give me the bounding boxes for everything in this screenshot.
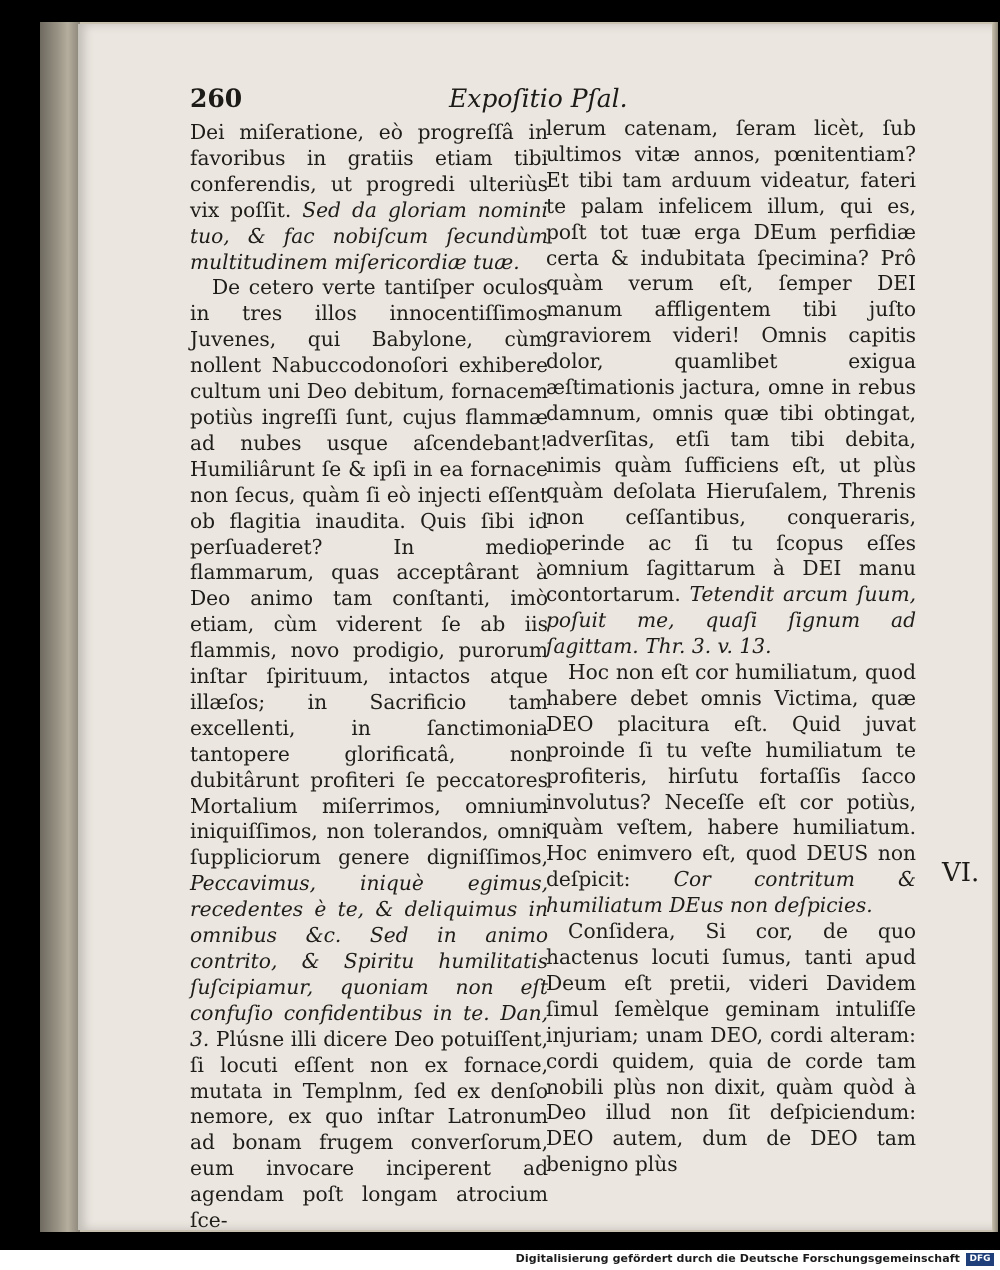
running-title: Expoſitio Pſal. [449,84,628,113]
margin-section-number: VI. [942,858,980,888]
paragraph [190,120,548,275]
italic-citation: Peccavimus, iniquè egimus, recedentes è te, & deliquimus in omnibus &c. [190,871,548,948]
page-number: 260 [190,84,243,113]
italic-citation: Sed da gloriam nomini tuo, & fac nobiſcum ſecundùm multitudinem miſericordiæ tuæ. [190,197,548,274]
footer-bar [0,1250,1000,1270]
italic-citation: Tetendit arcum ſuum, poſuit me, quaſi ſignum ad ſagittam. Thr. 3. v. 13. [546,582,917,659]
body-text: Hoc non eſt cor humiliatum, quod habere debet omnis Victima, quæ DEO placitura eſt. Quid juvat proinde ſi tu veſte humiliatum te profiteris, hirſutu fortaſſis ſacco involutus? Neceſſe eſt cor potiùs, quàm veſtem, habere humiliatum. Hoc enimvero eſt, quod DEUS non deſpicit: [546,660,916,892]
paragraph [546,919,916,1178]
paragraph [190,275,548,1234]
body-text: lerum catenam, ſeram licèt, ſub ultimos vitæ annos, pœnitentiam? Et tibi tam arduum videatur, fateri te palam infelicem illum, qui es, poſt tot tuæ erga DEum perfidiæ certa & indubitata ſpecimina? Prô quàm verum eſt, ſemper DEI manum affligentem tibi juſto graviorem videri! Omnis capitis dolor, quamlibet exigua æſtimationis jactura, omne in rebus damnum, omnis quæ tibi obtingat, adverſitas, etſi tam tibi debita, nimis quàm ſufficiens eſt, ut plùs quàm deſolata Hieruſalem, Threnis non ceſſantibus, conqueraris, perinde ac ſi tu ſcopus eſſes omnium ſagittarum à DEI manu contortarum. [546,116,916,607]
italic-citation: Sed in animo contrito, & Spiritu humilitatis ſuſcipiamur, quoniam non eſt confuſio confidentibus in te. Dan, 3. [190,923,548,1051]
body-text: De cetero verte tantiſper oculos in tres illos innocentiſſimos Juvenes, qui Babylone, cùm nollent Nabuccodonoſori exhibere cultum uni Deo debitum, fornacem potiùs ingreſſi ſunt, cujus flammæ ad nubes usque aſcendebant! Humiliârunt ſe & ipſi in ea fornace non ſecus, quàm ſi eò injecti eſſent ob flagitia inaudita. Quis ſibi id perſuaderet? In medio flammarum, quas acceptârant à Deo animo tam conſtanti, imò etiam, cùm viderent ſe ab iis flammis, novo prodigio, purorum inſtar ſpirituum, intactos atque illæſos; in Sacrificio tam excellenti, in ſanctimonia tantopere glorificatâ, non dubitârunt profiteri ſe peccatores Mortalium miſerrimos, omnium iniquiſſimos, non tolerandos, omni ſuppliciorum genere digniſſimos, [190,275,548,870]
right-column [546,116,916,1178]
body-text: plùs [634,1152,678,1177]
dfg-logo: DFG [966,1253,994,1266]
body-text: Plúsne illi dicere Deo potuiſſent, ſi locuti eſſent non ex fornace, mutata in Templnm, ſed ex denſo nemore, ex quo inſtar Latronum ad bonam frugem converſorum, eum invocare inciperent ad agendam poſt longam atrocium ſce- [190,1026,548,1233]
body-text: Conſidera, Si cor, de quo hactenus locuti ſumus, tanti apud Deum eſt pretii, videri Davidem ſimul ſemèlque geminam intuliſſe injuriam; unam DEO, cordi alteram: cordi quidem, quia de corde tam nobili plùs non dixit, quàm quòd à Deo illud non ſit deſpiciendum: DEO autem, dum de DEO tam benigno [546,919,916,1177]
page-edge [992,22,998,1232]
left-column [190,120,548,1234]
italic-citation: Cor contritum & humiliatum DEus non deſpicies. [546,867,917,918]
book-spine [40,22,80,1232]
paragraph [546,660,916,919]
paragraph [546,116,916,660]
funding-credit: Digitalisierung gefördert durch die Deutsche Forschungsgemeinschaft [515,1252,960,1265]
body-text: Dei miſeratione, eò progreſſâ in favoribus in gratiis etiam tibi conferendis, ut progredi ulteriùs vix poſſit. [190,120,548,222]
